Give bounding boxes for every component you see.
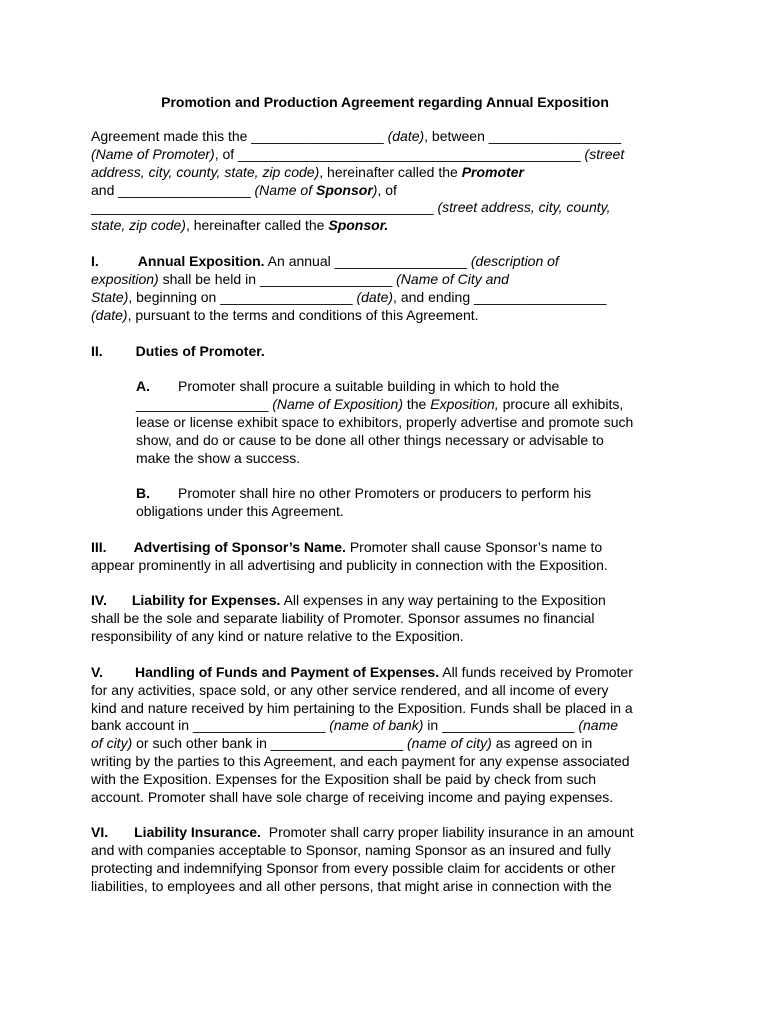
document-line: liabilities, to employees and all other persons, that might arise in connection with the [91,878,612,894]
document-line: kind and nature received by him pertaining to the Exposition. Funds shall be placed in a [91,700,633,716]
document-line: _________________ (Name of Exposition) the Exposition, procure all exhibits, [136,396,624,412]
document-line: address, city, county, state, zip code), hereinafter called the Promoter [91,164,524,180]
document-line: of city) or such other bank in _________________ (name of city) as agreed on in [91,735,593,751]
document-line: III. Advertising of Sponsor’s Name. Promoter shall cause Sponsor’s name to [91,539,603,555]
document-line: appear prominently in all advertising and publicity in connection with the Exposition. [91,557,608,573]
document-title: Promotion and Production Agreement regarding Annual Exposition [161,94,609,110]
document-line: V. Handling of Funds and Payment of Expenses. All funds received by Promoter [91,664,633,680]
document-line: State), beginning on _________________ (date), and ending _________________ [91,289,607,305]
document-line: I. Annual Exposition. An annual _________________ (description of [91,253,559,269]
document-line: A. Promoter shall procure a suitable building in which to hold the [136,378,560,394]
document-line: make the show a success. [136,450,301,466]
document-line: exposition) shall be held in _________________ (Name of City and [91,271,509,287]
document-line: protecting and indemnifying Sponsor from every possible claim for accidents or other [91,860,616,876]
document-line: (Name of Promoter), of ____________________________________________ (street [91,146,625,162]
document-line: B. Promoter shall hire no other Promoters or producers to perform his [136,485,592,501]
document-line: II. Duties of Promoter. [91,343,265,359]
document-line: writing by the parties to this Agreement, and each payment for any expense associated [91,753,630,769]
document-line: and _________________ (Name of Sponsor), of [91,182,397,198]
document-line: obligations under this Agreement. [136,503,344,519]
document-line: ____________________________________________ (street address, city, county, [91,199,611,215]
document-line: show, and do or cause to be done all other things necessary or advisable to [136,432,604,448]
document-line: with the Exposition. Expenses for the Exposition shall be paid by check from such [91,771,597,787]
document-line: VI. Liability Insurance. Promoter shall carry proper liability insurance in an amount [91,824,634,840]
document-line: lease or license exhibit space to exhibitors, properly advertise and promote such [136,414,634,430]
document-line: (date), pursuant to the terms and conditions of this Agreement. [91,307,479,323]
document-line: shall be the sole and separate liability of Promoter. Sponsor assumes no financial [91,610,595,626]
document-line: for any activities, space sold, or any other service rendered, and all income of every [91,682,609,698]
document-line: IV. Liability for Expenses. All expenses in any way pertaining to the Exposition [91,592,606,608]
document-line: state, zip code), hereinafter called the Sponsor. [91,217,389,233]
document-line: bank account in _________________ (name of bank) in _________________ (name [91,717,619,733]
document-line: Agreement made this the _________________ (date), between _________________ [91,128,622,144]
document-line: and with companies acceptable to Sponsor, naming Sponsor as an insured and fully [91,842,611,858]
document-line: responsibility of any kind or nature relative to the Exposition. [91,628,464,644]
document-line: account. Promoter shall have sole charge of receiving income and paying expenses. [91,789,614,805]
